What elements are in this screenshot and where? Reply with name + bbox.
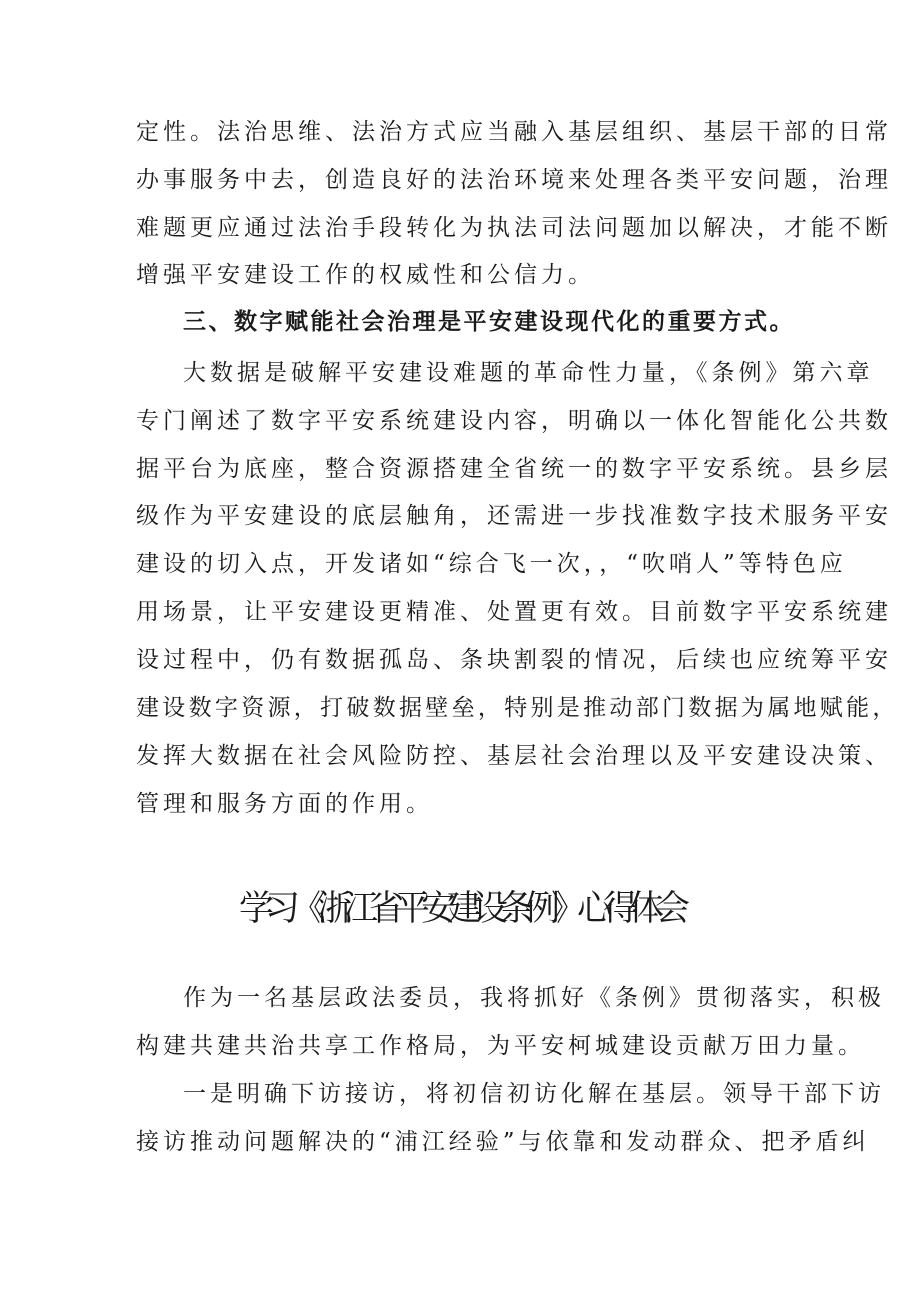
paragraph-line: 设过程中，仍有数据孤岛、条块割裂的情况，后续也应统筹平安 xyxy=(136,647,892,673)
paragraph-line: 定性。法治思维、法治方式应当融入基层组织、基层干部的日常 xyxy=(136,119,892,145)
paragraph-line: 办事服务中去，创造良好的法治环境来处理各类平安问题，治理 xyxy=(136,167,892,193)
paragraph-line: 大数据是破解平安建设难题的革命性力量，《条例》第六章 xyxy=(183,360,874,386)
paragraph-line: 级作为平安建设的底层触角，还需进一步找准数字技术服务平安 xyxy=(136,503,892,529)
paragraph-line: 接访推动问题解决的“浦江经验”与依靠和发动群众、把矛盾纠 xyxy=(136,1129,870,1155)
paragraph-line: 发挥大数据在社会风险防控、基层社会治理以及平安建设决策、 xyxy=(136,743,892,769)
page-title: 学习《浙江省平安建设条例》心得体会 xyxy=(238,889,681,929)
paragraph-line: 作为一名基层政法委员，我将抓好《条例》贯彻落实，积极 xyxy=(183,985,885,1011)
paragraph-line: 增强平安建设工作的权威性和公信力。 xyxy=(136,262,595,288)
paragraph-line: 据平台为底座，整合资源搭建全省统一的数字平安系统。县乡层 xyxy=(136,456,892,482)
paragraph-line: 专门阐述了数字平安系统建设内容，明确以一体化智能化公共数 xyxy=(136,408,892,434)
paragraph-line: 用场景，让平安建设更精准、处置更有效。目前数字平安系统建 xyxy=(136,599,892,625)
paragraph-line: 构建共建共治共享工作格局，为平安柯城建设贡献万田力量。 xyxy=(136,1033,865,1059)
paragraph-line: 建设数字资源，打破数据壁垒，特别是推动部门数据为属地赋能， xyxy=(136,695,899,721)
paragraph-line: 一是明确下访接访，将初信初访化解在基层。领导干部下访 xyxy=(183,1081,885,1107)
section-heading: 三、数字赋能社会治理是平安建设现代化的重要方式。 xyxy=(183,309,795,335)
paragraph-line: 建设的切入点，开发诸如“综合飞一次，，“吹哨人”等特色应 xyxy=(136,551,847,577)
paragraph-line: 管理和服务方面的作用。 xyxy=(136,791,433,817)
paragraph-line: 难题更应通过法治手段转化为执法司法问题加以解决，才能不断 xyxy=(136,215,892,241)
